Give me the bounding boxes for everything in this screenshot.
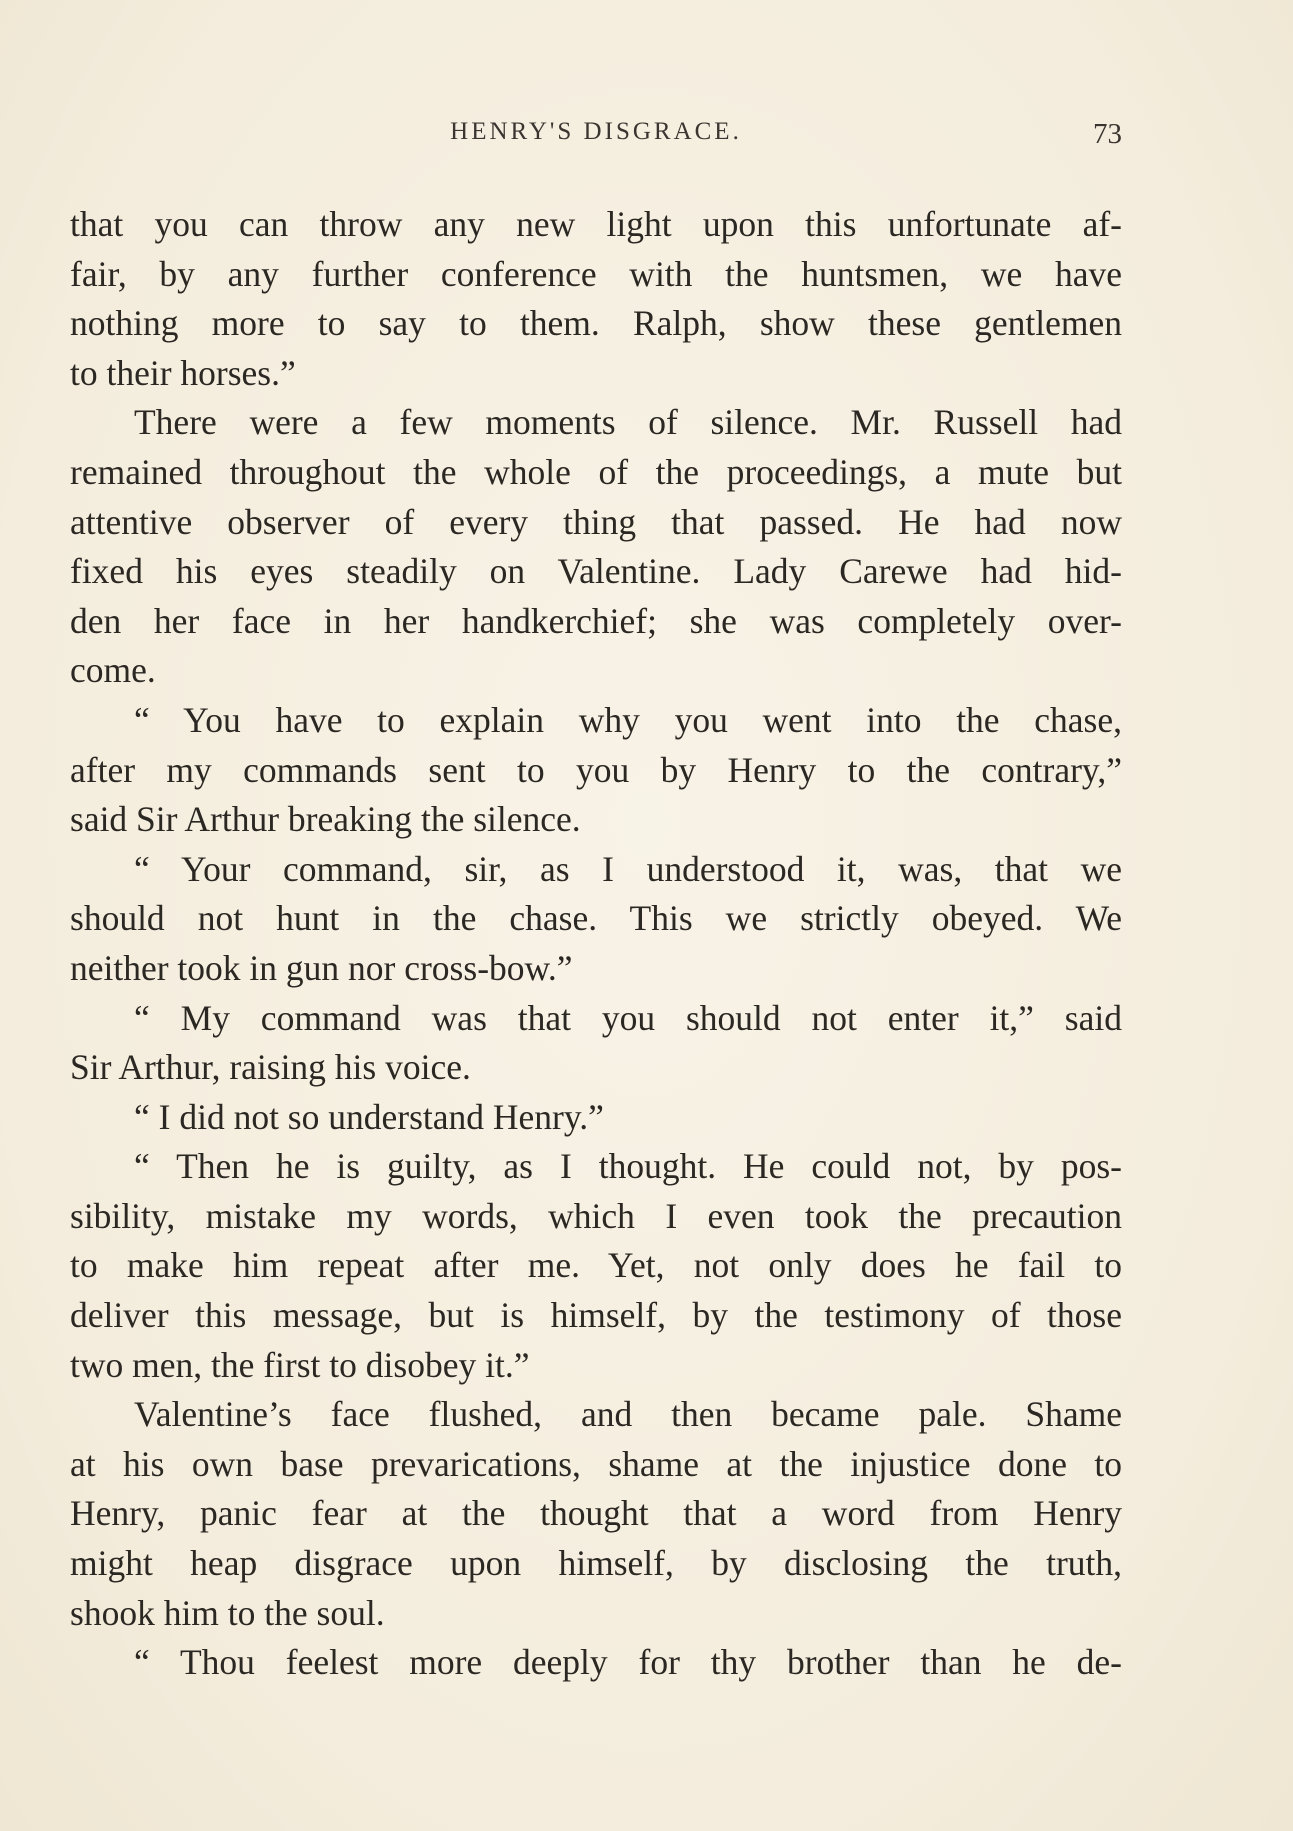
text-line: attentive observer of every thing that passed. He had now [70,501,1122,542]
text-line: “ Then he is guilty, as I thought. He could not, by pos- [134,1146,1122,1187]
body-text [70,200,1122,1688]
text-line: “ You have to explain why you went into the chase, [134,699,1122,740]
text-line: sibility, mistake my words, which I even took the precaution [70,1195,1122,1236]
text-line: “ My command was that you should not enter it,” said [134,997,1122,1038]
text-line: den her face in her handkerchief; she was completely over- [70,600,1122,641]
text-line: deliver this message, but is himself, by the testimony of those [70,1295,1122,1336]
page-number: 73 [1093,118,1122,150]
text-line: fair, by any further conference with the huntsmen, we have [70,253,1122,294]
text-line: Henry, panic fear at the thought that a word from Henry [70,1493,1122,1534]
text-line: to make him repeat after me. Yet, not only does he fail to [70,1245,1122,1286]
text-line: Sir Arthur, raising his voice. [70,1047,471,1088]
text-line: neither took in gun nor cross-bow.” [70,947,573,988]
running-head [70,118,1122,158]
text-line: “ Thou feelest more deeply for thy brother than he de- [134,1642,1122,1683]
running-title: HENRY'S DISGRACE. [450,118,742,145]
text-line: remained throughout the whole of the proceedings, a mute but [70,451,1122,492]
text-line: “ Your command, sir, as I understood it, was, that we [134,848,1122,889]
text-line: two men, the first to disobey it.” [70,1344,530,1385]
text-line: to their horses.” [70,352,296,393]
text-line: shook him to the soul. [70,1592,385,1633]
text-line: fixed his eyes steadily on Valentine. Lady Carewe had hid- [70,551,1122,592]
text-line: should not hunt in the chase. This we strictly obeyed. We [70,898,1122,939]
text-line: said Sir Arthur breaking the silence. [70,799,581,840]
text-line: after my commands sent to you by Henry to the contrary,” [70,749,1122,790]
text-line: “ I did not so understand Henry.” [134,1096,604,1137]
text-line: There were a few moments of silence. Mr. Russell had [134,402,1122,443]
text-line: at his own base prevarications, shame at the injustice done to [70,1443,1122,1484]
text-line: come. [70,650,156,691]
text-line: Valentine’s face flushed, and then became pale. Shame [134,1394,1122,1435]
text-line: might heap disgrace upon himself, by disclosing the truth, [70,1543,1122,1584]
text-line: nothing more to say to them. Ralph, show these gentlemen [70,303,1122,344]
text-line: that you can throw any new light upon this unfortunate af- [70,204,1122,244]
